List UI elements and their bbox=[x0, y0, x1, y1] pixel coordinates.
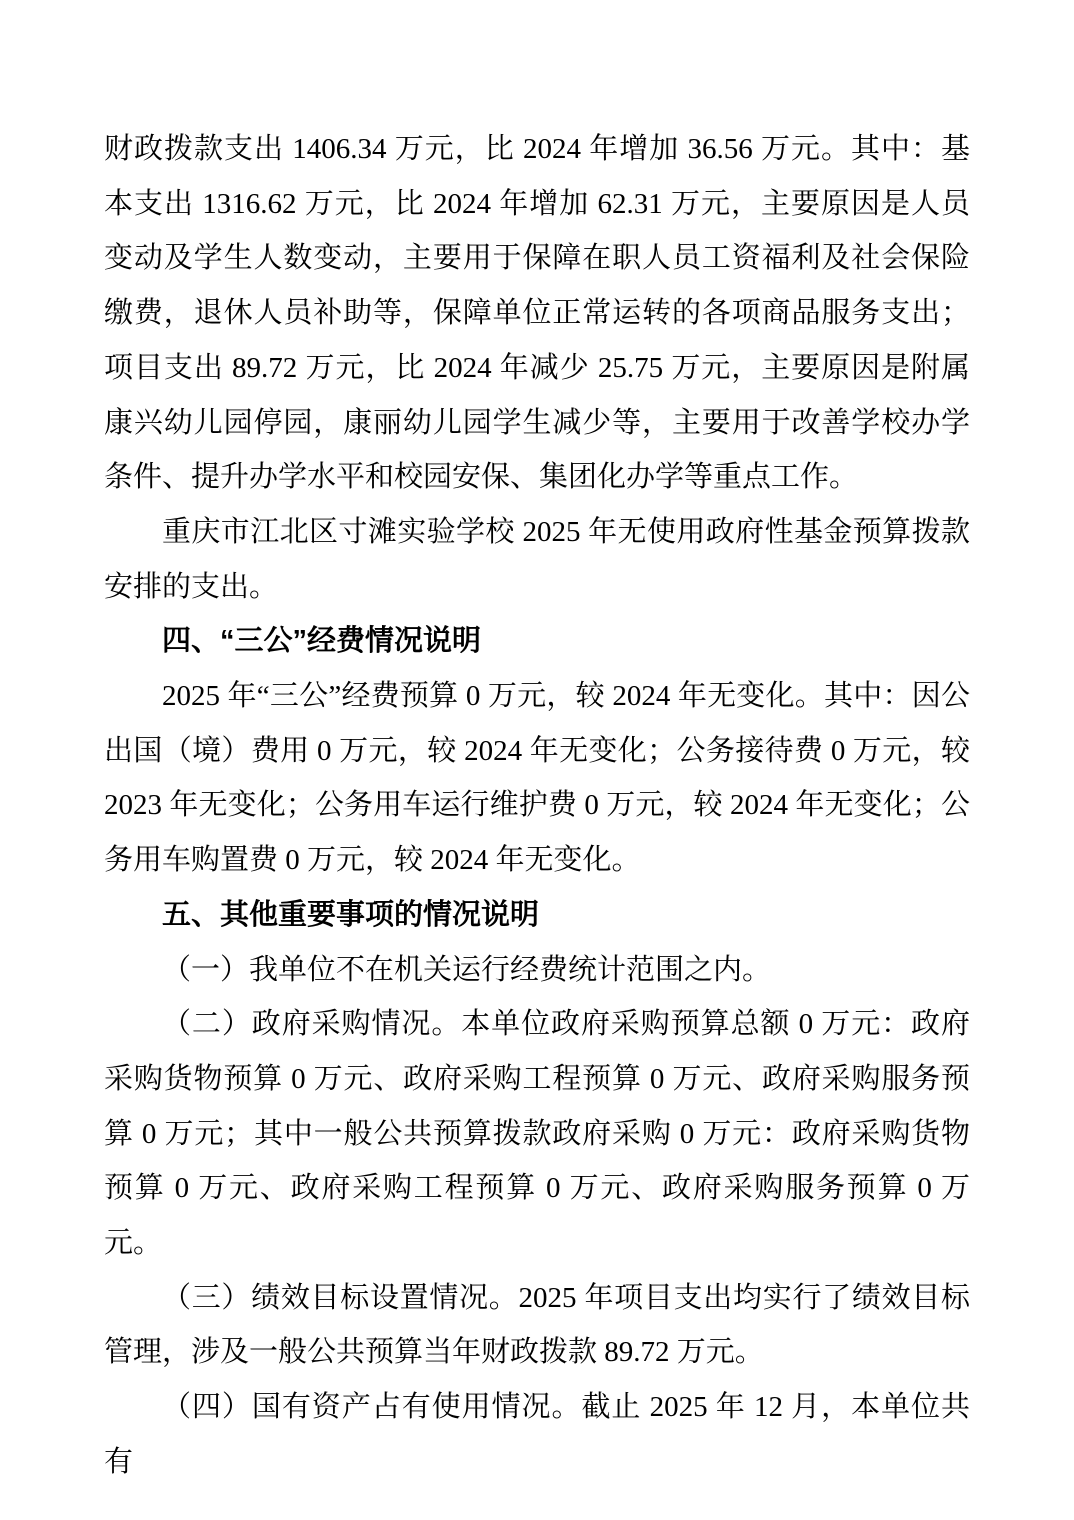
paragraph: （一）我单位不在机关运行经费统计范围之内。 bbox=[162, 953, 772, 986]
paragraph: （二）政府采购情况。本单位政府采购预算总额 0 万元：政府采购货物预算 0 万元、政府采购工程预算 0 万元、政府采购服务预算 0 万元；其中一般公共预算拨款政府采购 0 万元：政府采购货物预算 0 万元、政府采购工程预算 0 万元、政府采购服务预算 0 万元。 bbox=[104, 1008, 970, 1260]
section-heading: 四、“三公”经费情况说明 bbox=[162, 625, 482, 658]
document-body bbox=[104, 122, 970, 1490]
paragraph: （三）绩效目标设置情况。2025 年项目支出均实行了绩效目标管理，涉及一般公共预算当年财政拨款 89.72 万元。 bbox=[104, 1281, 970, 1369]
paragraph: 2025 年“三公”经费预算 0 万元，较 2024 年无变化。其中：因公出国（境）费用 0 万元，较 2024 年无变化；公务接待费 0 万元，较 2023 年无变化；公务用车运行维护费 0 万元，较 2024 年无变化；公务用车购置费 0 万元，较 2024 年无变化。 bbox=[104, 680, 970, 877]
paragraph: 重庆市江北区寸滩实验学校 2025 年无使用政府性基金预算拨款安排的支出。 bbox=[104, 515, 970, 603]
section-heading: 五、其他重要事项的情况说明 bbox=[162, 898, 540, 931]
paragraph: （四）国有资产占有使用情况。截止 2025 年 12 月，本单位共有 bbox=[104, 1391, 970, 1478]
paragraph: 财政拨款支出 1406.34 万元，比 2024 年增加 36.56 万元。其中：基本支出 1316.62 万元，比 2024 年增加 62.31 万元，主要原因是人员变动及学生人数变动，主要用于保障在职人员工资福利及社会保险缴费，退休人员补助等，保障单位正常运转的各项商品服务支出；项目支出 89.72 万元，比 2024 年减少 25.75 万元，主要原因是附属康兴幼儿园停园，康丽幼儿园学生减少等，主要用于改善学校办学条件、提升办学水平和校园安保、集团化办学等重点工作。 bbox=[104, 133, 970, 494]
